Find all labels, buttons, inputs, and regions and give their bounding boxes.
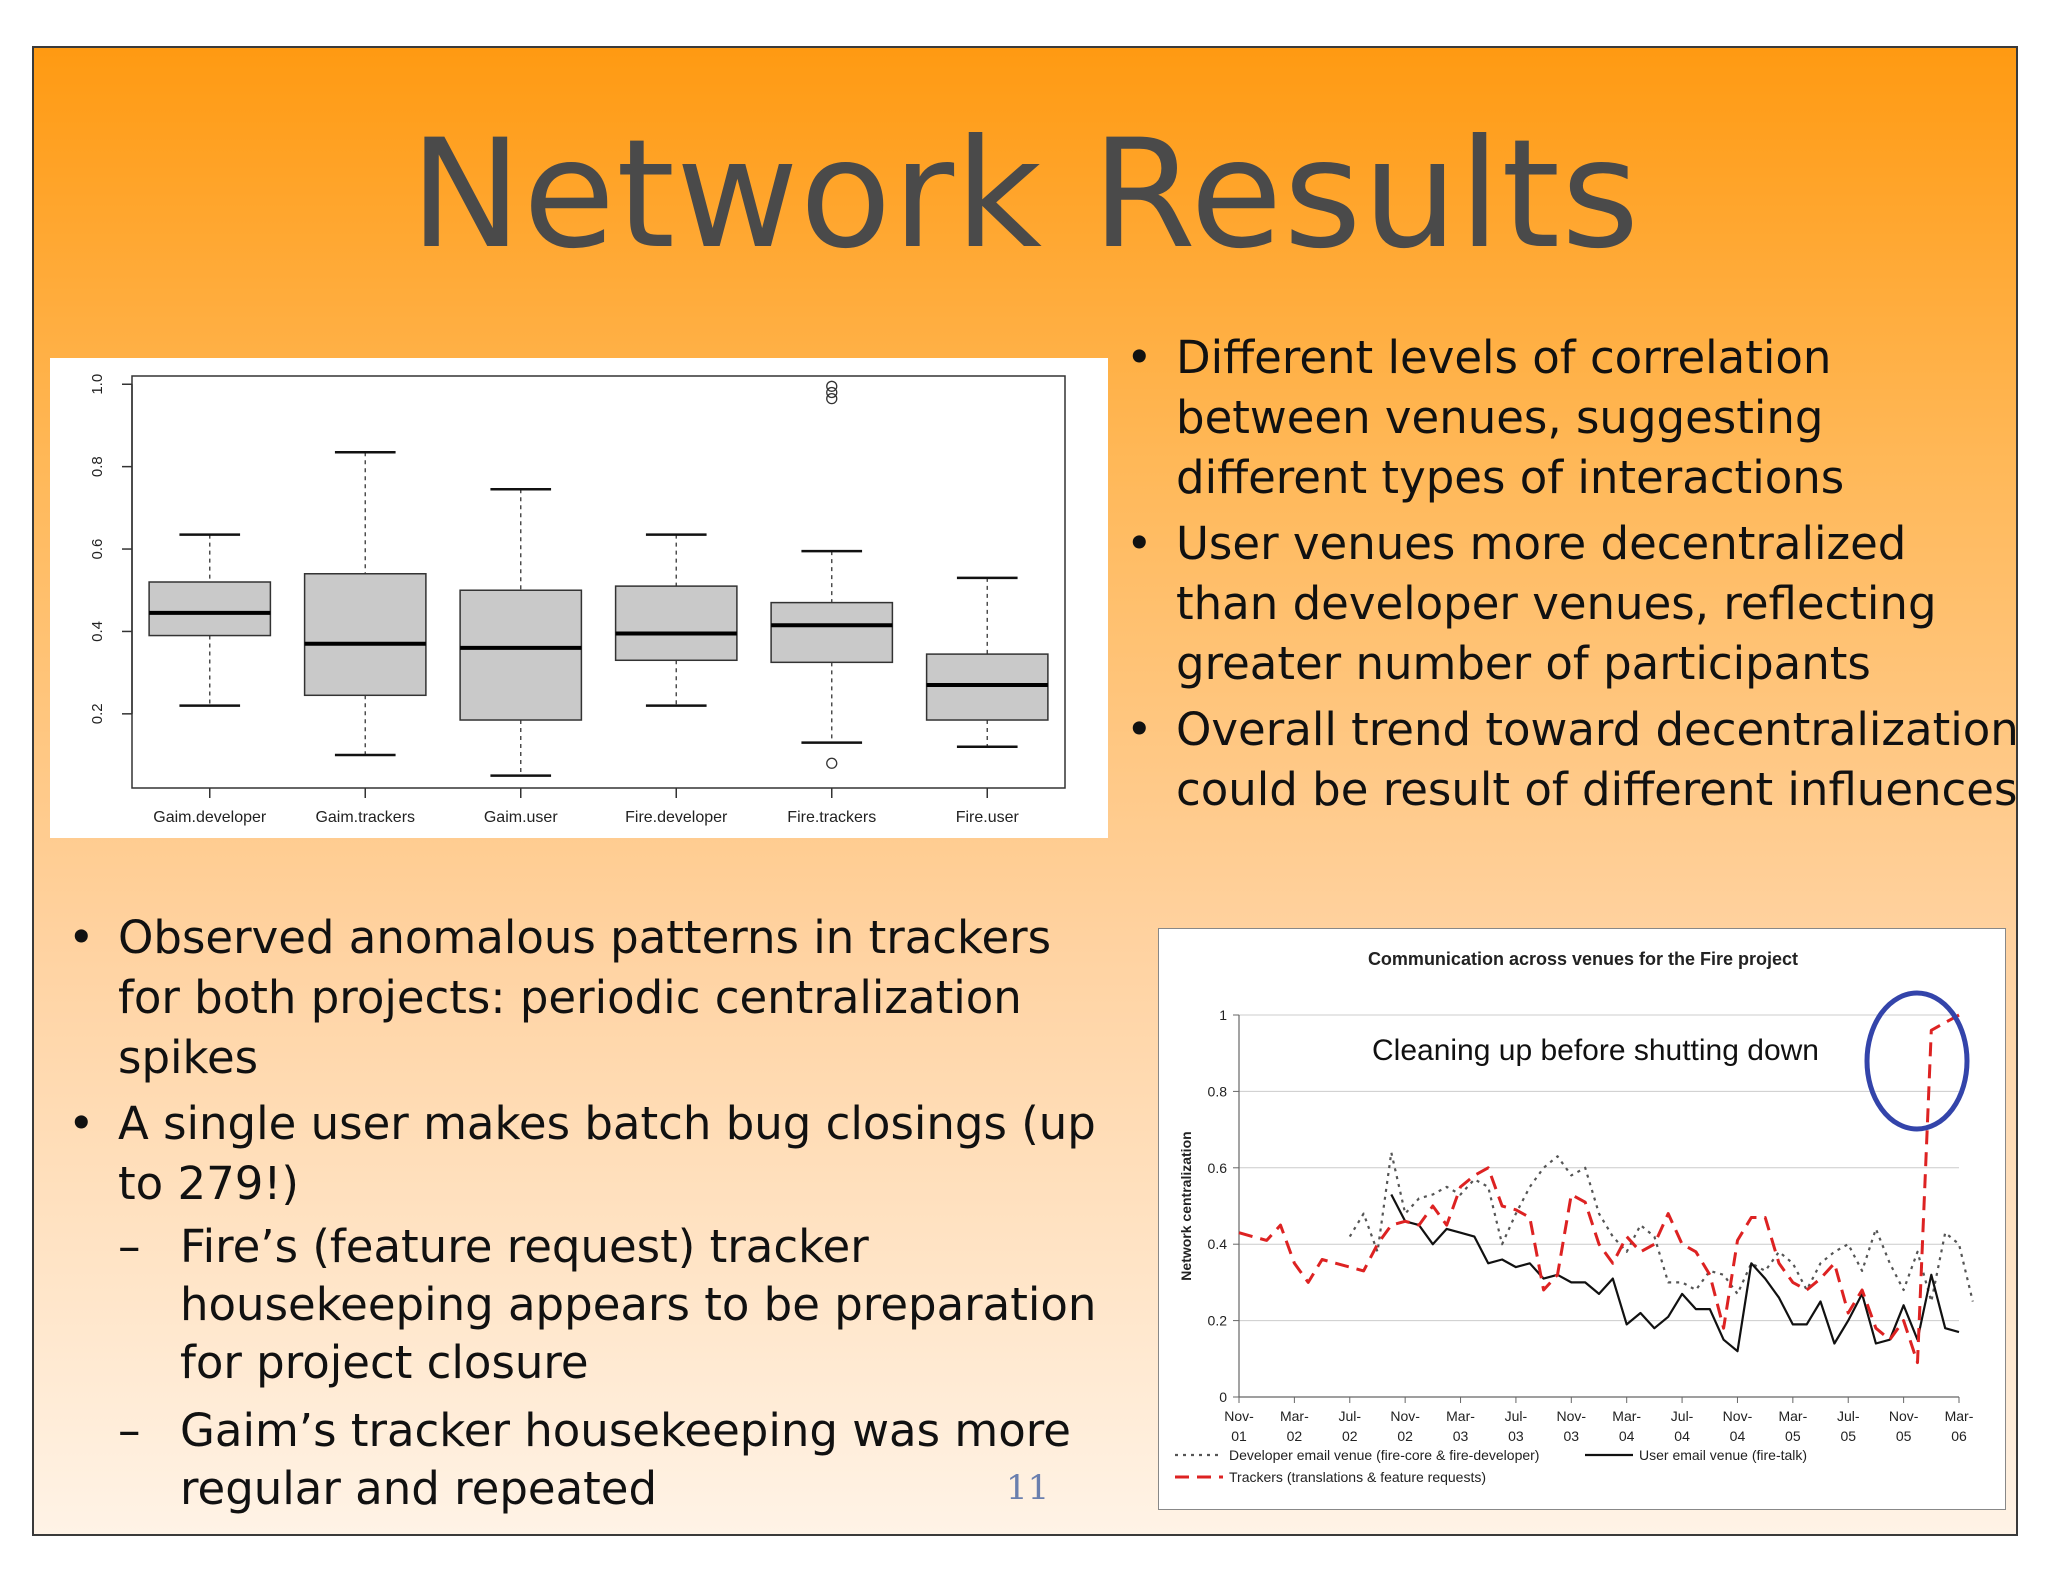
series-line-dashed: [1239, 1015, 1959, 1363]
x-tick-label: Gaim.trackers: [315, 809, 416, 826]
y-axis-label: Network centralization: [1178, 1131, 1194, 1281]
legend-label: Developer email venue (fire-core & fire-developer): [1229, 1447, 1540, 1463]
outlier-point: [827, 381, 837, 391]
line-chart: [1158, 928, 2006, 1510]
x-tick-label: Mar-: [1279, 1408, 1309, 1424]
y-tick-label: 0.6: [1207, 1159, 1227, 1176]
bullet-list-right: [1122, 328, 2022, 826]
series-line-solid: [1391, 1195, 1959, 1352]
chart-title: Communication across venues for the Fire project: [1367, 949, 1799, 969]
bullet-text: A single user makes batch bug closings (up to 279!): [118, 1097, 1096, 1210]
bullet-item: • Observed anomalous patterns in trackers for both projects: periodic centralization spikes: [64, 908, 1124, 1088]
x-tick-label: 05: [1785, 1428, 1801, 1444]
x-tick-label: 06: [1951, 1428, 1967, 1444]
y-tick-label: 1: [1219, 1007, 1227, 1023]
x-tick-label: Fire.user: [955, 809, 1019, 826]
x-tick-label: Nov-: [1556, 1408, 1587, 1424]
x-tick-label: Jul-: [1836, 1408, 1860, 1424]
slide-title: Network Results: [409, 108, 1641, 282]
bullet-item: • Different levels of correlation between venues, suggesting different types of interactions: [1122, 328, 2022, 508]
box: [460, 590, 581, 720]
x-tick-label: 05: [1840, 1428, 1857, 1444]
x-tick-label: Gaim.developer: [153, 809, 267, 826]
x-tick-label: 04: [1729, 1428, 1746, 1444]
y-tick-label: 0.2: [1207, 1312, 1227, 1329]
bullet-item: • User venues more decentralized than developer venues, reflecting greater number of participants: [1122, 514, 2022, 694]
legend-label: Trackers (translations & feature requests): [1229, 1469, 1487, 1485]
boxplot-chart: [50, 358, 1108, 838]
outlier-point: [827, 758, 837, 768]
x-tick-label: 03: [1452, 1428, 1469, 1444]
x-tick-label: Nov-: [1390, 1408, 1420, 1424]
page-number: 11: [1006, 1468, 1050, 1508]
boxplot-svg: [50, 358, 1108, 838]
highlight-circle: [1867, 993, 1967, 1129]
x-tick-label: Fire.trackers: [787, 809, 877, 826]
sub-bullet-item: – Gaim’s tracker housekeeping was more regular and repeated: [118, 1402, 1124, 1518]
sub-bullet-list: [118, 1218, 1124, 1518]
x-tick-label: 04: [1674, 1428, 1690, 1444]
y-tick-label: 0.4: [1207, 1236, 1227, 1253]
x-tick-label: Mar-: [1612, 1408, 1642, 1424]
slide: [32, 46, 2018, 1536]
sub-bullet-item: – Fire’s (feature request) tracker housekeeping appears to be preparation for project closure: [118, 1218, 1124, 1392]
x-tick-label: Mar-: [1446, 1408, 1475, 1424]
box: [149, 582, 270, 636]
box: [927, 654, 1048, 720]
bullet-item: [64, 1094, 1124, 1518]
plot-frame: [132, 376, 1065, 788]
x-tick-label: 03: [1563, 1428, 1580, 1444]
y-tick-label: 0.4: [88, 621, 106, 642]
x-tick-label: Fire.developer: [625, 809, 728, 826]
x-tick-label: 02: [1397, 1428, 1413, 1444]
x-tick-label: Mar-: [1778, 1408, 1808, 1424]
y-tick-label: 0.6: [88, 538, 106, 560]
bullet-list-left: [64, 908, 1124, 1528]
box: [616, 586, 737, 660]
x-tick-label: 03: [1508, 1428, 1524, 1444]
x-tick-label: Mar-: [1944, 1408, 1974, 1424]
x-tick-label: Jul-: [1504, 1408, 1528, 1424]
x-tick-label: Nov-: [1888, 1408, 1919, 1424]
box: [771, 603, 892, 663]
x-tick-label: Nov-: [1224, 1408, 1254, 1424]
x-tick-label: 02: [1341, 1428, 1358, 1444]
y-tick-label: 0: [1219, 1389, 1227, 1405]
legend-label: User email venue (fire-talk): [1639, 1447, 1808, 1463]
y-tick-label: 0.8: [88, 456, 106, 478]
bullet-item: • Overall trend toward decentralization could be result of different influences: [1122, 700, 2022, 820]
x-tick-label: Jul-: [1670, 1408, 1694, 1424]
y-tick-label: 1.0: [88, 373, 106, 395]
x-tick-label: Gaim.user: [483, 809, 558, 826]
chart-annotation: Cleaning up before shutting down: [1372, 1034, 1819, 1067]
x-tick-label: Jul-: [1338, 1408, 1362, 1424]
box: [305, 574, 426, 696]
y-tick-label: 0.8: [1207, 1083, 1227, 1100]
x-tick-label: 01: [1231, 1428, 1247, 1444]
y-tick-label: 0.2: [88, 703, 106, 725]
x-tick-label: Nov-: [1722, 1408, 1753, 1424]
x-tick-label: 04: [1618, 1428, 1635, 1444]
x-tick-label: 05: [1895, 1428, 1912, 1444]
x-tick-label: 02: [1286, 1428, 1303, 1444]
line-chart-svg: [1159, 929, 2007, 1511]
